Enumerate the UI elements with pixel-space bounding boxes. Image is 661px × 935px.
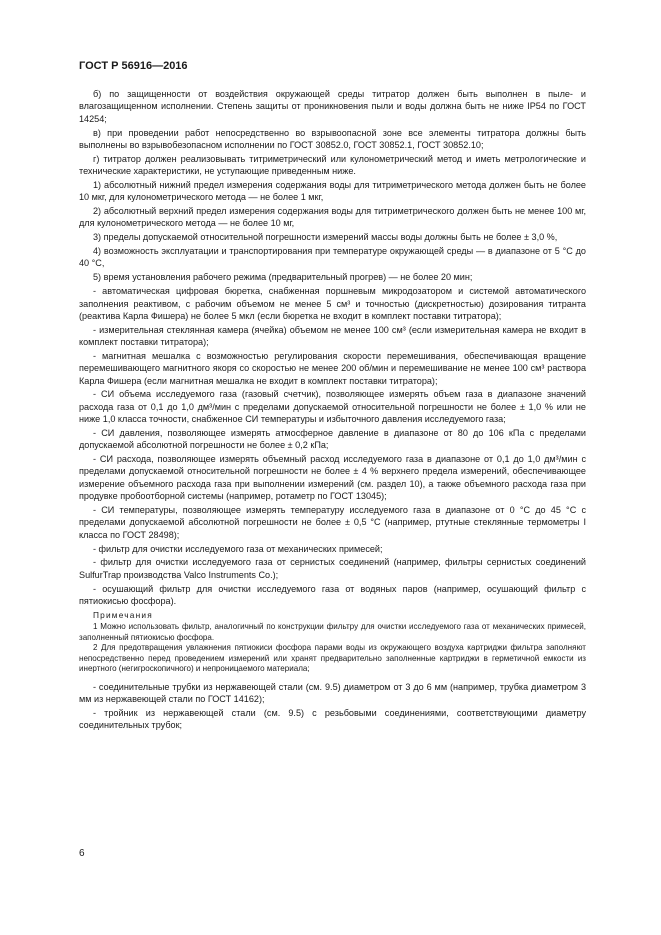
note-1: 1 Можно использовать фильтр, аналогичный по конструкции фильтру для очистки исследуемого газа от механических примесей, заполненный пятиокисью фосфора. (79, 622, 586, 642)
item-magnetic-stirrer: - магнитная мешалка с возможностью регулирования скорости перемешивания, обеспечивающая вращение перемешивающего магнитного якоря со скоростью не менее 200 об/мин и перемешивание не менее 100 см³ раствора Карла Фишера (если магнитная мешалка не входит в комплект поставки титратора); (79, 350, 586, 386)
item-drying-filter: - осушающий фильтр для очистки исследуемого газа от водяных паров (например, осушающий фильтр с пятиокисью фосфора). (79, 583, 586, 606)
item-pressure-gauge: - СИ давления, позволяющее измерять атмосферное давление в диапазоне от 80 до 106 кПа с пределами допускаемой абсолютной погрешности не более ± 0,2 кПа; (79, 427, 586, 451)
item-sulfur-filter: - фильтр для очистки исследуемого газа от сернистых соединений (например, фильтры сернистых соединений SulfurTrap производства Valco Instruments Co.); (79, 557, 586, 580)
item-thermometer: - СИ температуры, позволяющее измерять температуру исследуемого газа в диапазоне от 0 °С до 45 °С с пределами допускаемой абсолютной погрешности не более ± 0,5 °С (например, ртутные стеклянные термометры I класса по ГОСТ 28498); (79, 505, 586, 540)
item-burette: - автоматическая цифровая бюретка, снабженная поршневым микродозатором и системой автоматического заполнения реактивом, с рабочим объемом не менее 5 см³ и точностью (дискретностью) дозирования титранта (реактива Карла Фишера) не более 5 мкл (если бюретка не входит в комплект поставки титратора); (79, 286, 586, 321)
page-number: 6 (79, 848, 85, 859)
item-tee-fitting: - тройник из нержавеющей стали (см. 9.5) с резьбовыми соединениями, соответствующими диаметру соединительных трубок; (79, 707, 586, 731)
para-lower-limit: 1) абсолютный нижний предел измерения содержания воды для титриметрического метода должен быть не более 10 мкг, для кулонометрического метода — не более 1 мкг, (79, 179, 586, 203)
para-warmup-time: 5) время установления рабочего режима (предварительный прогрев) — не более 20 мин; (93, 272, 473, 283)
para-error-limits: 3) пределы допускаемой относительной погрешности измерений массы воды должны быть не более ± 3,0 %, (93, 232, 558, 243)
item-mechanical-filter: - фильтр для очистки исследуемого газа от механических примесей; (93, 543, 383, 554)
para-upper-limit: 2) абсолютный верхний предел измерения содержания воды для титриметрического должен быть не менее 100 мг, для кулонометрического метода — не более 10 мг, (79, 206, 586, 229)
item-measuring-chamber: - измерительная стеклянная камера (ячейка) объемом не менее 100 см³ (если измерительная камера не входит в комплект поставки титратора); (79, 324, 586, 348)
page-body (79, 88, 586, 733)
para-protection-dust: б) по защищенности от воздействия окружающей среды титратор должен быть выполнен в пыле- и влагозащищенном исполнении. Степень защиты от проникновения пыли и воды должна быть не ниже IP54 по ГОСТ 14254; (79, 89, 586, 124)
para-temperature-range: 4) возможность эксплуатации и транспортирования при температуре окружающей среды — в диапазоне от 5 °С до 40 °С, (79, 246, 586, 269)
page-header: ГОСТ Р 56916—2016 (79, 60, 188, 72)
note-2: 2 Для предотвращения увлажнения пятиокиси фосфора парами воды из окружающего воздуха картриджи фильтра заполняют непосредственно перед проведением измерений или хранят предварительно заполненные картриджи в герметичной емкости из инертного (негигроскопичного) и непроницаемого материала; (79, 643, 586, 674)
para-method: г) титратор должен реализовывать титриметрический или кулонометрический метод и иметь метрологические и технические характеристики, не уступающие приведенным ниже. (79, 153, 586, 177)
item-connecting-tubes: - соединительные трубки из нержавеющей стали (см. 9.5) диаметром от 3 до 6 мм (например, трубка диаметром 3 мм из нержавеющей стали по ГОСТ 14162); (79, 681, 586, 705)
para-explosion-proof: в) при проведении работ непосредственно во взрывоопасной зоне все элементы титратора должны быть выполнены во взрывобезопасном исполнении по ГОСТ 30852.0, ГОСТ 30852.1, ГОСТ 30852.10; (79, 127, 586, 150)
item-flow-meter: - СИ расхода, позволяющее измерять объемный расход исследуемого газа в диапазоне от 0,1 до 1,0 дм³/мин с пределами допускаемой относительной погрешности не более ± 4 % верхнего предела измерений, обеспечивающее измерение объемного расхода газа при выполнении измерений (см. раздел 10), а также объемного расхода газа при продувке пробоотборной системы (например, ротаметр по ГОСТ 13045); (79, 454, 586, 502)
item-gas-meter: - СИ объема исследуемого газа (газовый счетчик), позволяющее измерять объем газа в диапазоне значений расхода газа от 0,1 до 1,0 дм³/мин с пределами допускаемой относительной погрешности не более ± 1,0 % или не ниже 1,0 класса точности, снабженное СИ температуры и избыточного давления исследуемого газа; (79, 389, 586, 425)
notes-title: Примечания (93, 610, 153, 621)
